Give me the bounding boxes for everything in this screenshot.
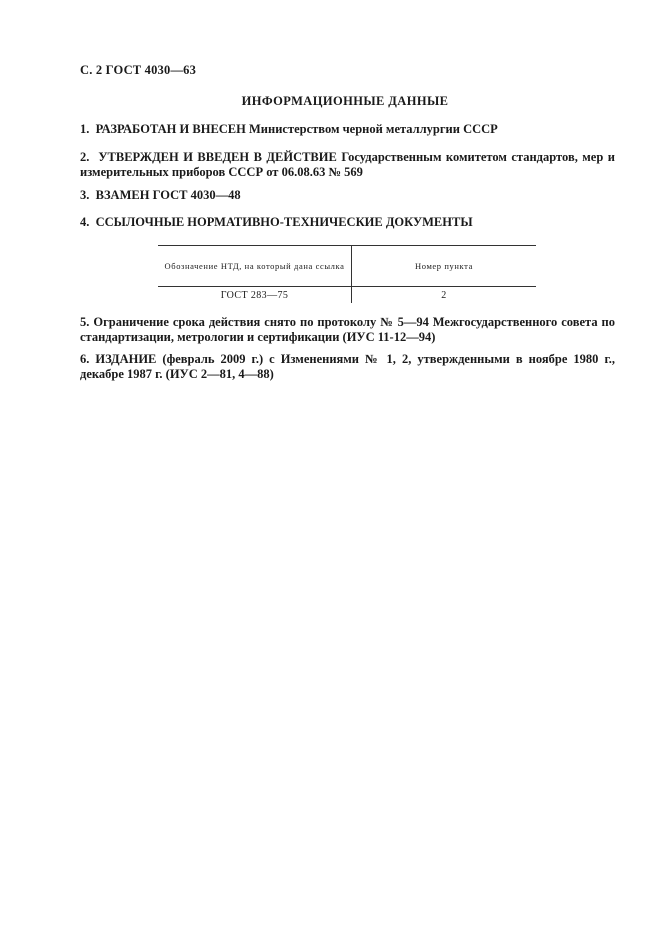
info-item-5: 5. Ограничение срока действия снято по протоколу № 5—94 Межгосударственного совета по стандартизации, метрологии и сертификации (ИУС 11-12—94) [80,315,615,344]
column-header-ntd: Обозначение НТД, на который дана ссылка [158,246,352,287]
cell-ntd: ГОСТ 283—75 [158,287,352,304]
cell-clause: 2 [441,289,447,301]
references-table [158,245,536,303]
section-title: ИНФОРМАЦИОННЫЕ ДАННЫЕ [241,94,449,108]
page-header: С. 2 ГОСТ 4030—63 [80,63,197,77]
column-header-clause: Номер пункта [352,246,537,287]
info-item-3: 3. ВЗАМЕН ГОСТ 4030—48 [80,188,241,202]
info-item-2: 2. УТВЕРЖДЕН И ВВЕДЕН В ДЕЙСТВИЕ Государственным комитетом стандартов, мер и измерительных приборов СССР от 06.08.63 № 569 [80,150,615,179]
table-row [158,287,536,304]
table-header-row [158,246,536,287]
info-item-4: 4. ССЫЛОЧНЫЕ НОРМАТИВНО-ТЕХНИЧЕСКИЕ ДОКУМЕНТЫ [80,215,473,229]
info-item-6: 6. ИЗДАНИЕ (февраль 2009 г.) с Изменениями № 1, 2, утвержденными в ноябре 1980 г., декабре 1987 г. (ИУС 2—81, 4—88) [80,352,615,381]
info-item-1: 1. РАЗРАБОТАН И ВНЕСЕН Министерством черной металлургии СССР [80,122,498,136]
